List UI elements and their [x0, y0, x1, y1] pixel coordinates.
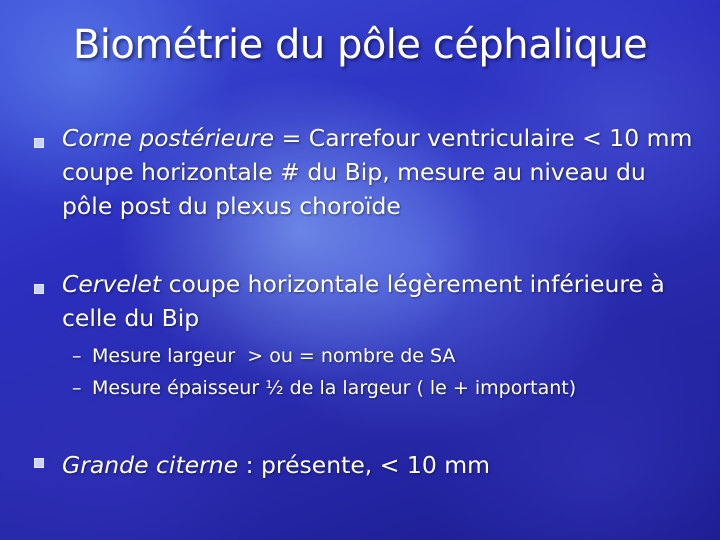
bullet-text: = Carrefour ventriculaire < 10 mm coupe horizontale # du Bip, mesure au niveau du pôle post du plexus choroïde — [62, 124, 693, 220]
bullet-text: : présente, < 10 mm — [238, 451, 491, 479]
subitem-text: Mesure largeur > ou = nombre de SA — [92, 345, 456, 367]
subitem-largeur — [72, 342, 692, 370]
dash-marker: – — [72, 345, 82, 367]
subitem-text: Mesure épaisseur ½ de la largeur ( le + important) — [92, 377, 577, 399]
bullet-term: Cervelet — [62, 270, 162, 298]
slide-title: Biométrie du pôle céphalique — [72, 22, 648, 68]
square-bullet-icon — [34, 458, 46, 470]
dash-marker: – — [72, 377, 82, 399]
bullet-text: coupe horizontale légèrement inférieure à celle du Bip — [62, 270, 665, 332]
bullet-corne-posterieure — [62, 121, 702, 223]
subitem-epaisseur — [72, 374, 692, 402]
square-bullet-icon — [34, 138, 46, 150]
bullet-term: Corne postérieure — [62, 124, 275, 152]
bullet-grande-citerne — [62, 448, 702, 482]
bullet-cervelet — [62, 267, 702, 335]
square-bullet-icon — [34, 284, 46, 296]
bullet-term: Grande citerne — [62, 451, 239, 479]
